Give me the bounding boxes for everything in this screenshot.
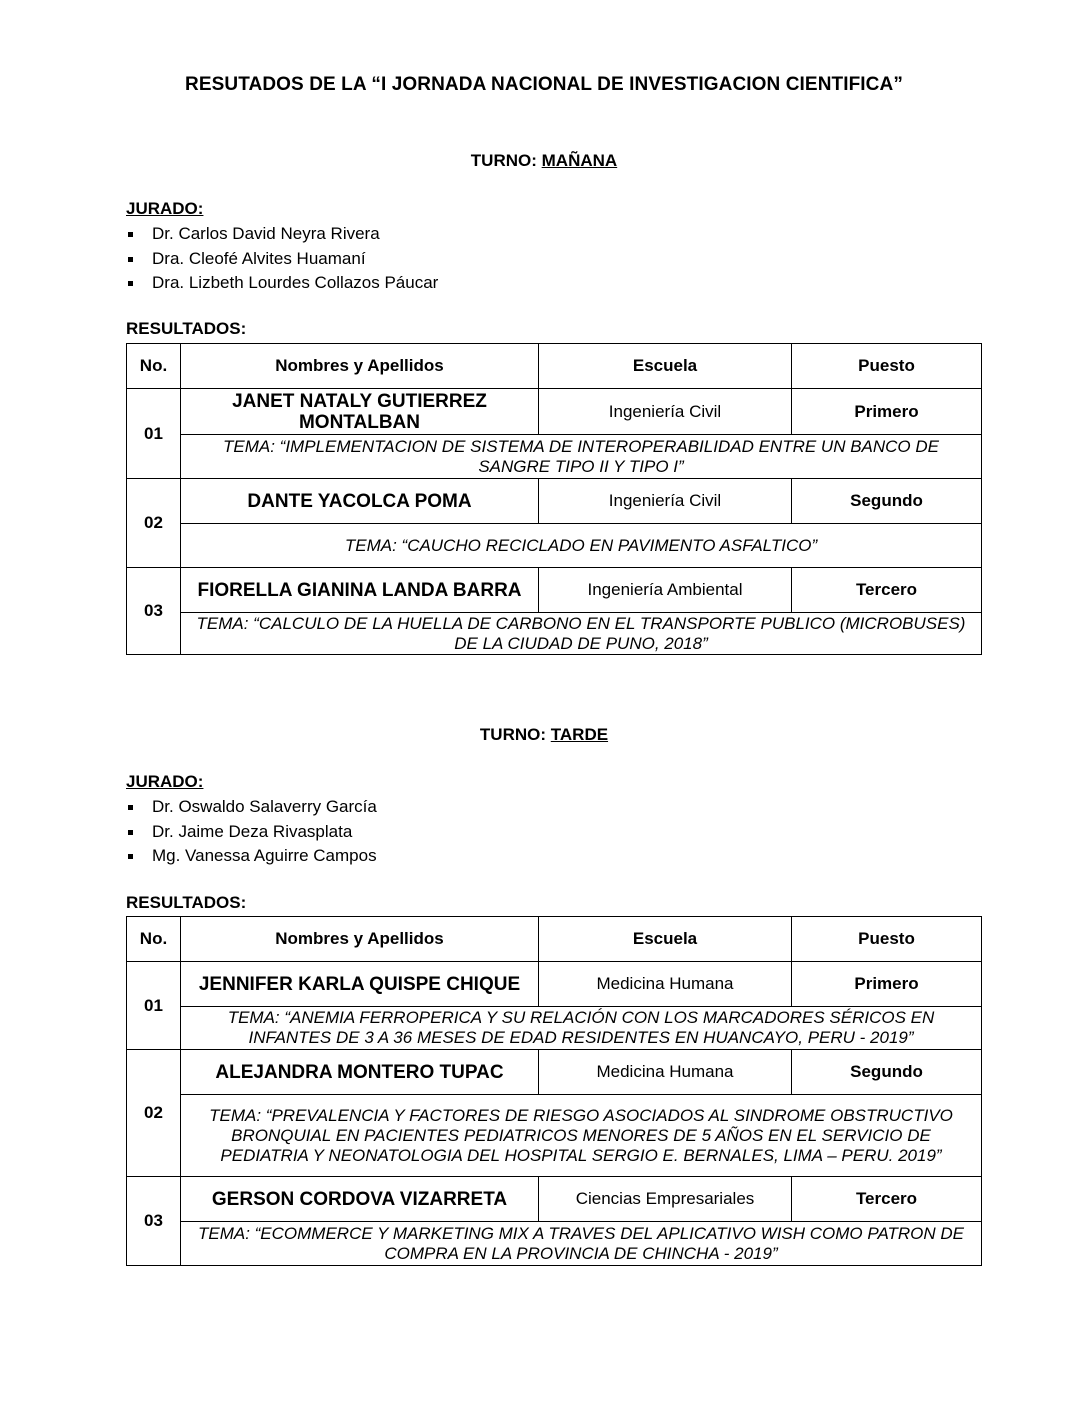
jurado-list-tarde	[126, 795, 377, 869]
header-no: No.	[127, 917, 181, 962]
page-title: RESUTADOS DE LA “I JORNADA NACIONAL DE INVESTIGACION CIENTIFICA”	[185, 74, 903, 95]
row-number: 01	[127, 962, 181, 1050]
table-row	[127, 479, 982, 524]
place: Primero	[792, 389, 982, 435]
school: Ingeniería Civil	[539, 389, 792, 435]
jurado-item: Dr. Oswaldo Salaverry García	[126, 795, 377, 820]
table-row-topic	[127, 1007, 982, 1050]
topic: TEMA: “CALCULO DE LA HUELLA DE CARBONO EN EL TRANSPORTE PUBLICO (MICROBUSES) DE LA CIUDAD DE PUNO, 2018”	[181, 613, 982, 655]
header-place: Puesto	[792, 917, 982, 962]
participant-name: JENNIFER KARLA QUISPE CHIQUE	[181, 962, 539, 1007]
place: Tercero	[792, 1177, 982, 1222]
participant-name: GERSON CORDOVA VIZARRETA	[181, 1177, 539, 1222]
table-row-topic	[127, 435, 982, 479]
table-header-row	[127, 344, 982, 389]
place: Tercero	[792, 568, 982, 613]
square-bullet-icon	[128, 232, 133, 237]
table-row	[127, 1177, 982, 1222]
results-table-manana	[126, 343, 982, 655]
header-name: Nombres y Apellidos	[181, 344, 539, 389]
table-row	[127, 389, 982, 435]
row-number: 02	[127, 1050, 181, 1177]
jurado-label: JURADO:	[126, 772, 204, 791]
resultados-label: RESULTADOS:	[126, 893, 247, 912]
table-row	[127, 568, 982, 613]
header-school: Escuela	[539, 344, 792, 389]
table-row-topic	[127, 1095, 982, 1177]
square-bullet-icon	[128, 281, 133, 286]
resultados-label: RESULTADOS:	[126, 319, 247, 338]
header-name: Nombres y Apellidos	[181, 917, 539, 962]
topic: TEMA: “ECOMMERCE Y MARKETING MIX A TRAVES DEL APLICATIVO WISH COMO PATRON DE COMPRA EN LA PROVINCIA DE CHINCHA - 2019”	[181, 1222, 982, 1266]
turno-manana-heading	[0, 151, 1088, 171]
row-number: 02	[127, 479, 181, 568]
jurado-item: Dra. Lizbeth Lourdes Collazos Páucar	[126, 271, 438, 296]
square-bullet-icon	[128, 854, 133, 859]
topic: TEMA: “CAUCHO RECICLADO EN PAVIMENTO ASFALTICO”	[181, 524, 982, 568]
table-header-row	[127, 917, 982, 962]
header-school: Escuela	[539, 917, 792, 962]
participant-name: FIORELLA GIANINA LANDA BARRA	[181, 568, 539, 613]
participant-name: ALEJANDRA MONTERO TUPAC	[181, 1050, 539, 1095]
participant-name: DANTE YACOLCA POMA	[181, 479, 539, 524]
results-table-tarde	[126, 916, 982, 1266]
table-row	[127, 962, 982, 1007]
turno-value: MAÑANA	[541, 151, 618, 170]
topic: TEMA: “PREVALENCIA Y FACTORES DE RIESGO ASOCIADOS AL SINDROME OBSTRUCTIVO BRONQUIAL EN PACIENTES PEDIATRICOS MENORES DE 5 AÑOS EN EL SERVICIO DE PEDIATRIA Y NEONATOLOGIA DEL HOSPITAL SERGIO E. BERNALES, LIMA – PERU. 2019”	[181, 1095, 982, 1177]
jurado-item: Dr. Carlos David Neyra Rivera	[126, 222, 438, 247]
school: Ciencias Empresariales	[539, 1177, 792, 1222]
square-bullet-icon	[128, 257, 133, 262]
school: Medicina Humana	[539, 1050, 792, 1095]
table-row-topic	[127, 613, 982, 655]
participant-name: JANET NATALY GUTIERREZ MONTALBAN	[181, 389, 539, 435]
turno-label: TURNO:	[470, 151, 537, 170]
jurado-item: Mg. Vanessa Aguirre Campos	[126, 844, 377, 869]
topic: TEMA: “IMPLEMENTACION DE SISTEMA DE INTEROPERABILIDAD ENTRE UN BANCO DE SANGRE TIPO II Y TIPO I”	[181, 435, 982, 479]
jurado-list-manana	[126, 222, 438, 296]
row-number: 03	[127, 568, 181, 655]
turno-tarde-heading	[0, 725, 1088, 745]
header-no: No.	[127, 344, 181, 389]
place: Segundo	[792, 479, 982, 524]
turno-label: TURNO:	[479, 725, 547, 744]
table-row-topic	[127, 1222, 982, 1266]
header-place: Puesto	[792, 344, 982, 389]
row-number: 01	[127, 389, 181, 479]
place: Segundo	[792, 1050, 982, 1095]
turno-value: TARDE	[550, 725, 609, 744]
topic: TEMA: “ANEMIA FERROPERICA Y SU RELACIÓN CON LOS MARCADORES SÉRICOS EN INFANTES DE 3 A 36 MESES DE EDAD RESIDENTES EN HUANCAYO, PERU - 2019”	[181, 1007, 982, 1050]
jurado-item: Dr. Jaime Deza Rivasplata	[126, 820, 377, 845]
place: Primero	[792, 962, 982, 1007]
school: Medicina Humana	[539, 962, 792, 1007]
jurado-item: Dra. Cleofé Alvites Huamaní	[126, 247, 438, 272]
table-row-topic	[127, 524, 982, 568]
row-number: 03	[127, 1177, 181, 1266]
jurado-label: JURADO:	[126, 199, 204, 218]
school: Ingeniería Civil	[539, 479, 792, 524]
square-bullet-icon	[128, 805, 133, 810]
table-row	[127, 1050, 982, 1095]
school: Ingeniería Ambiental	[539, 568, 792, 613]
square-bullet-icon	[128, 830, 133, 835]
